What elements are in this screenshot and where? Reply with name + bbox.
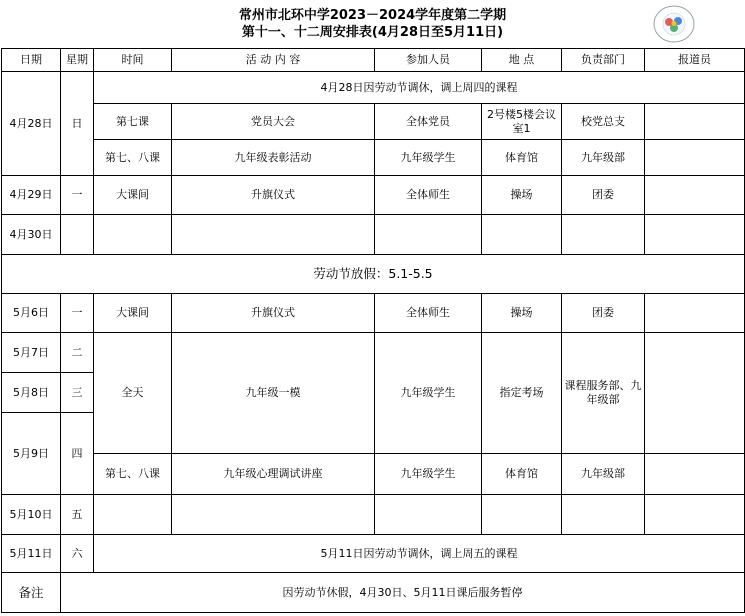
table-row	[2, 454, 745, 495]
weekday-cell	[61, 215, 94, 255]
location-cell: 操场	[482, 176, 562, 215]
table-row	[2, 535, 745, 573]
table-row	[2, 72, 745, 104]
holiday-notice: 劳动节放假：5.1-5.5	[2, 255, 745, 294]
table-row	[2, 255, 745, 294]
time-cell: 大课间	[94, 294, 172, 333]
department-cell: 团委	[562, 294, 645, 333]
reporter-cell	[645, 333, 745, 454]
participants-cell: 九年级学生	[375, 140, 482, 176]
col-header-department: 负责部门	[562, 49, 645, 72]
weekday-cell: 一	[61, 294, 94, 333]
remarks-text: 因劳动节休假，4月30日、5月11日课后服务暂停	[61, 573, 745, 613]
location-cell: 指定考场	[482, 333, 562, 454]
table-row	[2, 333, 745, 373]
reporter-cell	[645, 104, 745, 140]
date-cell: 5月8日	[2, 373, 61, 413]
participants-cell	[375, 495, 482, 535]
weekday-cell: 一	[61, 176, 94, 215]
table-row	[2, 495, 745, 535]
location-cell: 体育馆	[482, 140, 562, 176]
participants-cell: 全体师生	[375, 176, 482, 215]
col-header-weekday: 星期	[61, 49, 94, 72]
location-cell: 2号楼5楼会议室1	[482, 104, 562, 140]
date-cell: 4月28日	[2, 72, 61, 176]
date-cell: 4月29日	[2, 176, 61, 215]
participants-cell: 九年级学生	[375, 454, 482, 495]
activity-cell	[172, 215, 375, 255]
schedule-table	[1, 48, 745, 613]
table-row	[2, 294, 745, 333]
weekday-cell: 六	[61, 535, 94, 573]
participants-cell: 九年级学生	[375, 333, 482, 454]
table-row	[2, 573, 745, 613]
participants-cell	[375, 215, 482, 255]
weekday-cell: 四	[61, 413, 94, 495]
time-cell: 大课间	[94, 176, 172, 215]
activity-cell: 升旗仪式	[172, 294, 375, 333]
activity-cell: 九年级心理调试讲座	[172, 454, 375, 495]
activity-cell: 升旗仪式	[172, 176, 375, 215]
reporter-cell	[645, 495, 745, 535]
col-header-date: 日期	[2, 49, 61, 72]
table-row	[2, 215, 745, 255]
date-cell: 5月6日	[2, 294, 61, 333]
schedule-header	[0, 0, 745, 48]
department-cell	[562, 495, 645, 535]
department-cell: 团委	[562, 176, 645, 215]
adjustment-notice: 4月28日因劳动节调休，调上周四的课程	[94, 72, 745, 104]
location-cell: 体育馆	[482, 454, 562, 495]
school-emblem-icon	[652, 4, 696, 44]
department-cell: 课程服务部、九年级部	[562, 333, 645, 454]
weekday-cell: 三	[61, 373, 94, 413]
reporter-cell	[645, 215, 745, 255]
col-header-participants: 参加人员	[375, 49, 482, 72]
time-cell	[94, 495, 172, 535]
weekday-cell: 五	[61, 495, 94, 535]
reporter-cell	[645, 176, 745, 215]
date-cell: 5月10日	[2, 495, 61, 535]
time-cell: 第七、八课	[94, 140, 172, 176]
remarks-label: 备注	[2, 573, 61, 613]
time-cell: 第七课	[94, 104, 172, 140]
table-row	[2, 176, 745, 215]
col-header-location: 地 点	[482, 49, 562, 72]
date-cell: 5月7日	[2, 333, 61, 373]
weekday-cell: 日	[61, 72, 94, 176]
schedule-subtitle: 第十一、十二周安排表(4月28日至5月11日)	[241, 25, 504, 40]
activity-cell: 党员大会	[172, 104, 375, 140]
time-cell: 第七、八课	[94, 454, 172, 495]
table-row	[2, 104, 745, 140]
time-cell	[94, 215, 172, 255]
reporter-cell	[645, 454, 745, 495]
activity-cell: 九年级表彰活动	[172, 140, 375, 176]
col-header-reporter: 报道员	[645, 49, 745, 72]
participants-cell: 全体师生	[375, 294, 482, 333]
schedule-title: 常州市北环中学2023－2024学年度第二学期	[238, 8, 507, 23]
col-header-activity: 活 动 内 容	[172, 49, 375, 72]
time-cell: 全天	[94, 333, 172, 454]
date-cell: 4月30日	[2, 215, 61, 255]
participants-cell: 全体党员	[375, 104, 482, 140]
adjustment-notice: 5月11日因劳动节调休，调上周五的课程	[94, 535, 745, 573]
location-cell: 操场	[482, 294, 562, 333]
table-header-row	[2, 49, 745, 72]
location-cell	[482, 215, 562, 255]
reporter-cell	[645, 140, 745, 176]
table-row	[2, 140, 745, 176]
date-cell: 5月11日	[2, 535, 61, 573]
location-cell	[482, 495, 562, 535]
weekday-cell: 二	[61, 333, 94, 373]
department-cell: 校党总支	[562, 104, 645, 140]
reporter-cell	[645, 294, 745, 333]
department-cell: 九年级部	[562, 454, 645, 495]
department-cell	[562, 215, 645, 255]
col-header-time: 时间	[94, 49, 172, 72]
date-cell: 5月9日	[2, 413, 61, 495]
activity-cell: 九年级一模	[172, 333, 375, 454]
activity-cell	[172, 495, 375, 535]
department-cell: 九年级部	[562, 140, 645, 176]
